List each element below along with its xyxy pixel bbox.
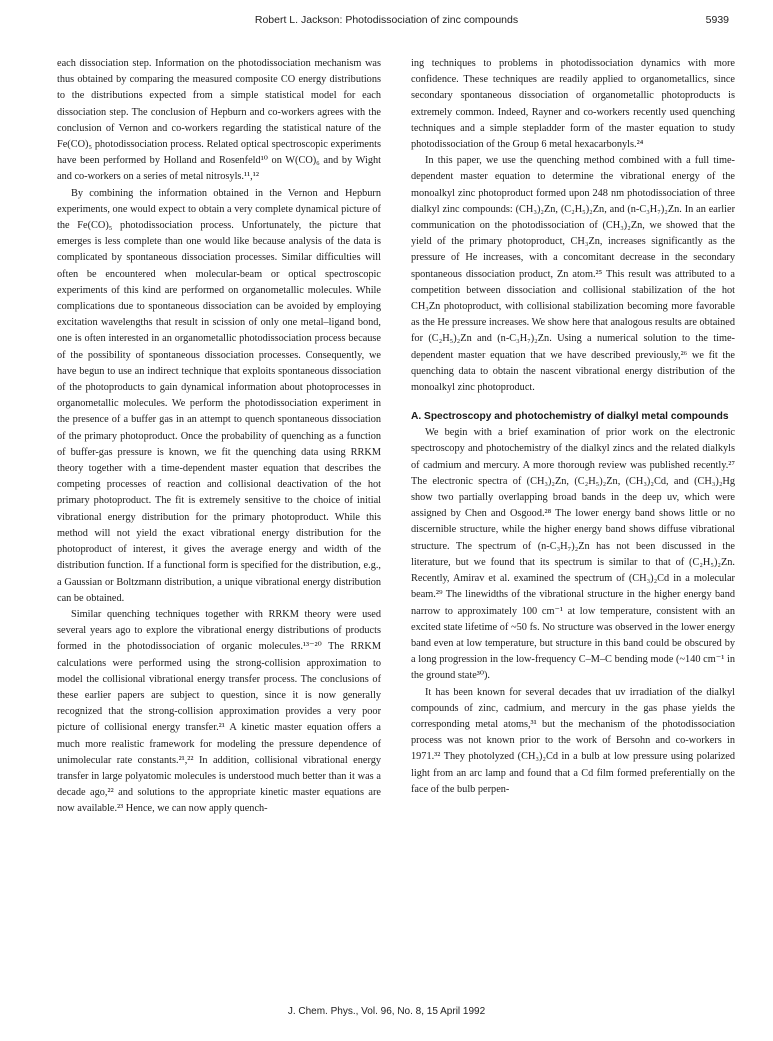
paragraph: ing techniques to problems in photodissociation dynamics with more confidence. These techniques are readily applied to organometallics, since secondary spontaneous dissociation of organometallic photoproducts is extremely common. Indeed, Rayner and co-workers recently used quenching techniques and a simple stepladder form of the master equation to study photodissociation of the Group 6 metal hexacarbonyls.²⁴ (411, 58, 735, 151)
paragraph: In this paper, we use the quenching method combined with a full time-dependent master equation to determine the vibrational energy of the monoalkyl zinc photoproduct formed upon 248 nm photodissociation of three dialkyl zinc compounds: (CH₃)₂Zn, (C₂H₅)₂Zn, and (n-C₃H₇)₂Zn. In an earlier communication on the photodissociation of (CH₃)₂Zn, we showed that the yield of the primary photoproduct, CH₃Zn, increases significantly as the pressure of He increases, with a concomitant decrease in the secondary spontaneous dissociation product, Zn atom.²⁵ This result was attributed to a competition between dissociation and collisional stabilization of the hot CH₃Zn photoproduct, with collisional stabilization becoming more favorable as the He pressure increases. We show here that analogous results are obtained for (C₂H₅)₂Zn and (n-C₃H₇)₂Zn. Using a numerical solution to the time-dependent master equation that we have described previously,²⁶ we fit the quenching data to obtain the nascent vibrational energy distribution of the monoalkyl zinc photoproduct. (411, 155, 735, 394)
paragraph: Similar quenching techniques together with RRKM theory were used several years ago to explore the vibrational energy distributions of products formed in the photodissociation of organic molecules.¹³⁻²⁰ The RRKM calculations were performed using the strong-collision approximation to model the collisional vibrational energy transfer process. The conclusions of these earlier papers are subject to question, since it is now generally recognized that the strong-collision approximation provides a very poor picture of collisional energy transfer.²¹ A kinetic master equation offers a much more realistic framework for modeling the pressure dependence of unimolecular rate constants.²¹,²² In addition, collisional vibrational energy transfer in large polyatomic molecules is understood much better than it was a decade ago,²² and solutions to the appropriate kinetic master equations are now available.²³ Hence, we can now apply quench- (57, 608, 381, 815)
paragraph: each dissociation step. Information on the photodissociation mechanism was thus obtained by comparing the measured composite CO energy distributions to the distributions expected from a simple statistical model for each dissociation step. The conclusion of Hepburn and co-workers agrees with the conclusion of Vernon and co-workers regarding the statistical nature of the Fe(CO)₅ photodissociation process. Related optical spectroscopic experiments have been performed by Holland and Rosenfeld¹⁰ on W(CO)₆ and by Wight and co-workers on a series of metal nitrosyls.¹¹,¹² (57, 58, 381, 183)
left-column (57, 56, 381, 818)
section-heading: A. Spectroscopy and photochemistry of dialkyl metal compounds (411, 411, 729, 423)
paragraph: It has been known for several decades that uv irradiation of the dialkyl compounds of zinc, cadmium, and mercury in the gas phase yields the corresponding metal atoms,³¹ but the mechanism of the photodissociation process was not known prior to the work of Bersohn and co-workers in 1971.³² They photolyzed (CH₃)₂Cd in a bulb at low pressure using polarized light from an arc lamp and found that a Cd film formed preferentially on the face of the bulb perpen- (411, 686, 735, 795)
running-title: Robert L. Jackson: Photodissociation of zinc compounds (254, 14, 519, 26)
right-column (411, 56, 735, 798)
paragraph: By combining the information obtained in the Vernon and Hepburn experiments, one would expect to obtain a very complete dynamical picture of the Fe(CO)₅ photodissociation process. Unfortunately, the picture that emerges is less complete than one would like because analysis of the data is complicated by spontaneous dissociation processes. Similar difficulties will often be encountered when molecular-beam or optical spectroscopic experiments of this kind are performed on organometallic molecules. While complications due to spontaneous dissociation can be avoided by employing excitation wavelengths that result in scission of only one metal–ligand bond, one is often interested in an organometallic photodissociation process because of the possibility of spontaneous dissociation processes. Consequently, we have begun to use an indirect technique that exploits spontaneous dissociation of the photoproducts to gain dynamical information about photoprocesses in organometallic molecules. We perform the photodissociation experiment in the presence of a buffer gas in an attempt to quench spontaneous dissociation of the primary photoproduct. Once the probability of quenching as a function of buffer-gas pressure is known, we fit the quenching data using RRKM theory together with a time-dependent master equation that describes the competing processes of reaction and collisional deactivation of the hot primary photoproduct. The fit is extremely sensitive to the choice of initial vibrational energy distribution for the primary photoproduct. While this method will not yield the exact vibrational energy distribution for the photoproduct of interest, it gives the average energy and width of the distribution function. If a functional form is specified for the distribution, e.g., a Gaussian or Boltzmann distribution, a unique vibrational energy distribution can be obtained. (57, 187, 381, 604)
paragraph: We begin with a brief examination of prior work on the electronic spectroscopy and photochemistry of the dialkyl zincs and the related dialkyls of cadmium and mercury. A more thorough review was published recently.²⁷ The electronic spectra of (CH₃)₂Zn, (C₂H₅)₂Zn, (CH₃)₂Cd, and (CH₃)₂Hg show two partially overlapping broad bands in the deep uv, which were assigned by Chen and Osgood.²⁸ The lower energy band shows little or no discernible structure, while the higher energy band shows diffuse vibrational structure. The spectrum of (n-C₃H₇)₂Zn has not been discussed in the literature, but we found that its spectrum is similar to that of (C₂H₅)₂Zn. Recently, Amirav et al. examined the spectrum of (CH₃)₂Cd in a molecular beam.²⁹ The linewidths of the vibrational structure in the higher energy band narrow to approximately 100 cm⁻¹ at low temperature, consistent with an excited state lifetime of ~50 fs. No structure was observed in the lower energy band even at low temperature, but structure in this band could be obscured by a long progression in the low-frequency C–M–C bending mode (~140 cm⁻¹ in the ground state³⁰). (411, 427, 735, 682)
journal-citation-footer: J. Chem. Phys., Vol. 96, No. 8, 15 April 1992 (287, 1006, 486, 1017)
page-number: 5939 (705, 14, 729, 26)
